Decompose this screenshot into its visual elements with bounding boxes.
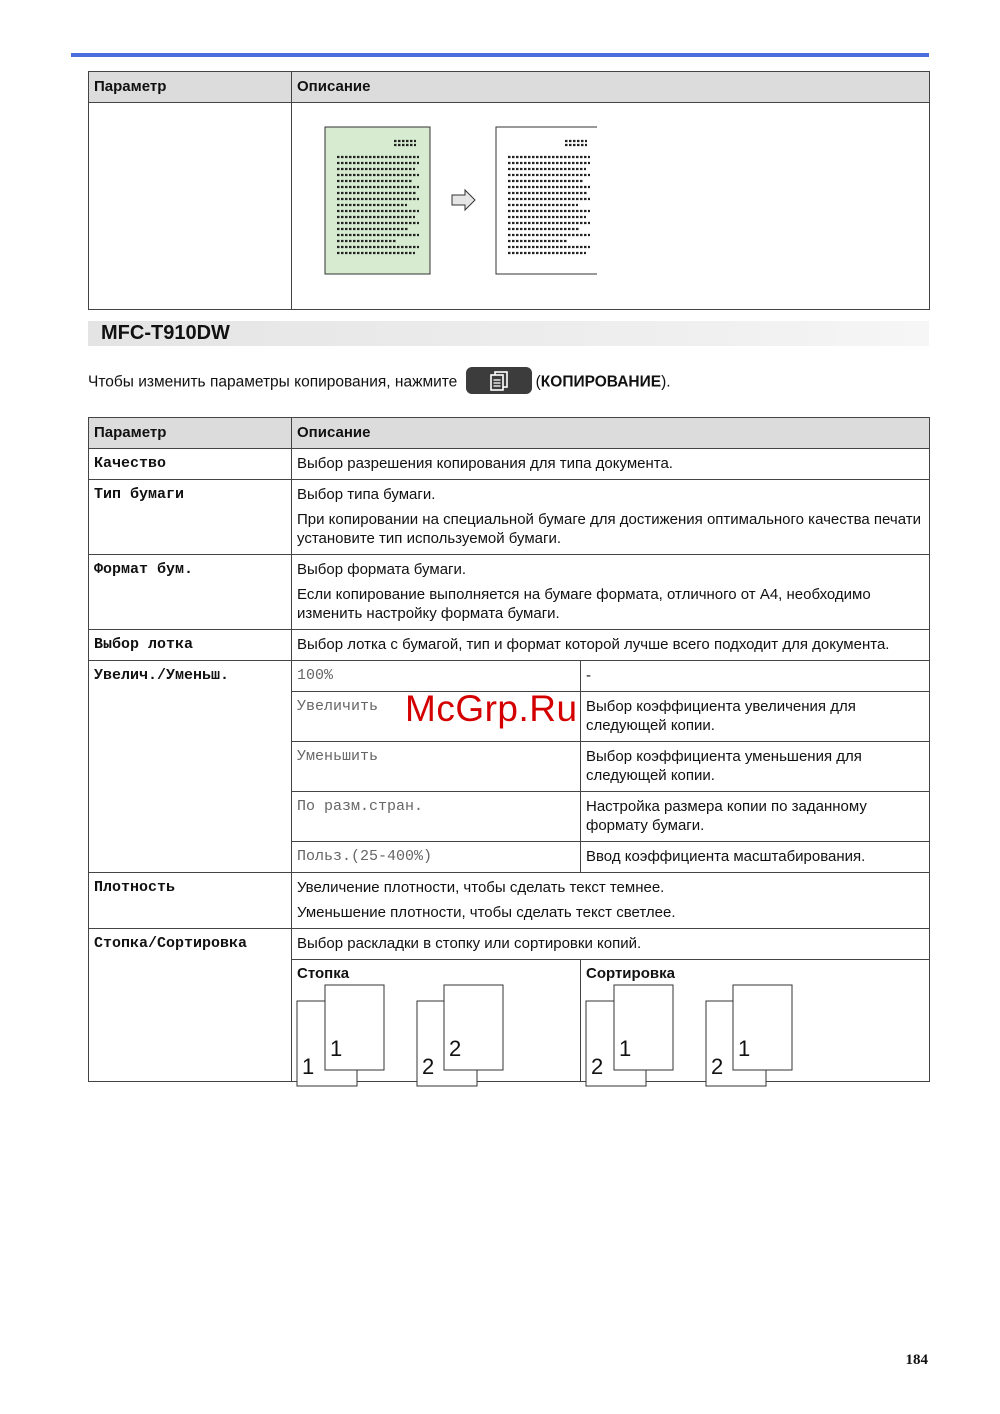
page-number-back: 1 <box>619 1036 632 1061</box>
watermark: McGrp.Ru <box>405 688 578 729</box>
option-desc: Выбор коэффициента уменьшения для следующей копии. <box>581 742 930 792</box>
description-column-header: Описание <box>292 72 930 103</box>
param-column-header: Параметр <box>89 418 292 449</box>
stack-figure-cell <box>292 960 581 1082</box>
param-paper-type: Тип бумаги <box>89 480 292 555</box>
desc-quality: Выбор разрешения копирования для типа документа. <box>292 449 930 480</box>
sort-figure-cell <box>581 960 930 1082</box>
stack-label: Стопка <box>297 965 350 982</box>
option-value: 100% <box>292 661 581 692</box>
page-number-front: 2 <box>422 1054 435 1079</box>
param-tray: Выбор лотка <box>89 630 292 661</box>
table-row <box>89 630 930 661</box>
copy-settings-table <box>88 417 930 1082</box>
copy-illustration-cell <box>292 103 930 310</box>
option-value: Увеличить <box>292 692 581 742</box>
option-value: По разм.стран. <box>292 792 581 842</box>
desc-density <box>292 873 930 929</box>
page-number-front: 2 <box>711 1054 724 1079</box>
page-number: 184 <box>905 1352 928 1368</box>
stack-illustration <box>292 960 580 1092</box>
option-desc: - <box>581 661 930 692</box>
table-row <box>89 661 930 692</box>
table-row <box>89 480 930 555</box>
copy-button-label: КОПИРОВАНИЕ <box>540 373 662 391</box>
page-number-back: 1 <box>330 1036 343 1061</box>
table-row <box>89 555 930 630</box>
section-heading-band <box>88 321 929 346</box>
option-desc: Ввод коэффициента масштабирования. <box>581 842 930 873</box>
copy-icon <box>488 371 510 391</box>
param-stack-sort: Стопка/Сортировка <box>89 929 292 1082</box>
option-desc: Выбор коэффициента увеличения для следующей копии. <box>581 692 930 742</box>
desc-tray: Выбор лотка с бумагой, тип и формат которой лучше всего подходит для документа. <box>292 630 930 661</box>
sort-illustration <box>581 960 929 1092</box>
param-column-header: Параметр <box>89 72 292 103</box>
option-value: Уменьшить <box>292 742 581 792</box>
option-value: Польз.(25-400%) <box>292 842 581 873</box>
table-row <box>89 873 930 929</box>
desc-paper-type <box>292 480 930 555</box>
page-number-back: 1 <box>738 1036 751 1061</box>
intro-before: Чтобы изменить параметры копирования, нажмите <box>88 373 458 391</box>
table-row <box>89 929 930 960</box>
page-number-back: 2 <box>449 1036 462 1061</box>
desc-line: Выбор типа бумаги. <box>297 486 436 503</box>
desc-line: При копировании на специальной бумаге для достижения оптимального качества печати установите тип используемой бумаги. <box>297 511 921 547</box>
top-param-table <box>88 71 930 310</box>
page-number-front: 1 <box>302 1054 315 1079</box>
intro-text <box>88 371 671 394</box>
intro-open-paren: ( <box>535 373 541 391</box>
section-title: MFC-T910DW <box>101 322 230 344</box>
param-density: Плотность <box>89 873 292 929</box>
sort-label: Сортировка <box>586 965 675 982</box>
desc-line: Увеличение плотности, чтобы сделать текст темнее. <box>297 879 665 896</box>
description-column-header: Описание <box>292 418 930 449</box>
desc-line: Выбор формата бумаги. <box>297 561 467 578</box>
desc-line: Если копирование выполняется на бумаге формата, отличного от A4, необходимо изменить настройку формата бумаги. <box>297 586 871 622</box>
copy-button[interactable] <box>466 367 532 394</box>
intro-close-paren: ). <box>661 373 671 391</box>
desc-line: Уменьшение плотности, чтобы сделать текст светлее. <box>297 904 676 921</box>
page-number-front: 2 <box>591 1054 604 1079</box>
top-accent-bar <box>71 53 929 57</box>
original-to-copy-illustration <box>297 108 597 298</box>
param-enlarge-reduce: Увелич./Уменьш. <box>89 661 292 873</box>
option-desc: Настройка размера копии по заданному формату бумаги. <box>581 792 930 842</box>
desc-paper-size <box>292 555 930 630</box>
param-paper-size: Формат бум. <box>89 555 292 630</box>
table-row <box>89 449 930 480</box>
arrow-right-icon <box>452 190 475 210</box>
desc-stack-sort: Выбор раскладки в стопку или сортировки копий. <box>292 929 930 960</box>
param-quality: Качество <box>89 449 292 480</box>
